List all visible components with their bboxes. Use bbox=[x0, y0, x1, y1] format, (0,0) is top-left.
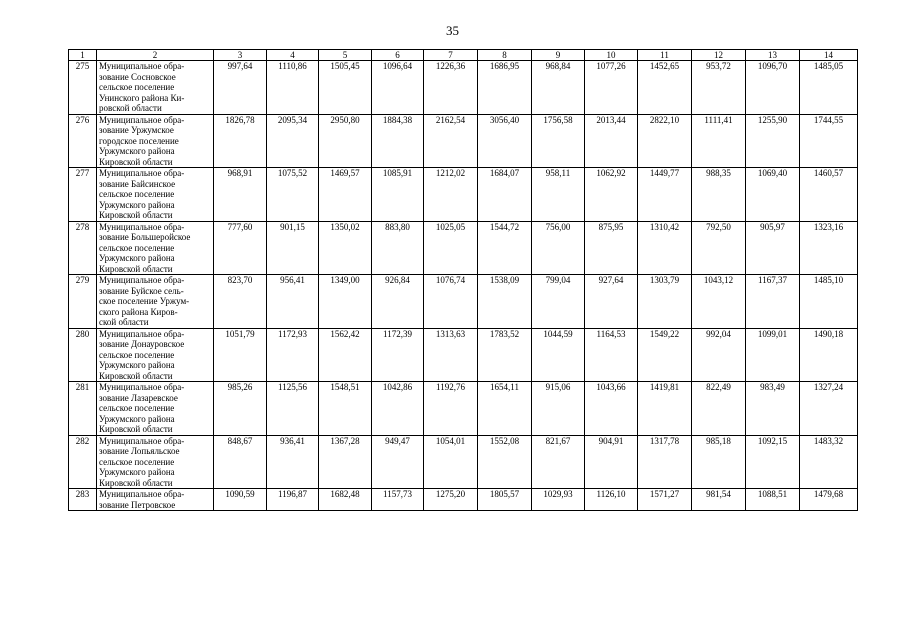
name-line: сельское поселение bbox=[99, 403, 175, 413]
value-cell: 1544,72 bbox=[478, 221, 532, 275]
value-cell: 1548,51 bbox=[319, 382, 372, 436]
value-cell: 1196,87 bbox=[267, 489, 319, 511]
column-header: 2 bbox=[97, 50, 214, 61]
data-table bbox=[68, 49, 858, 511]
value-cell: 1157,73 bbox=[372, 489, 424, 511]
value-cell: 904,91 bbox=[585, 435, 638, 489]
value-cell: 1469,57 bbox=[319, 168, 372, 222]
value-cell: 1092,15 bbox=[746, 435, 800, 489]
value-cell: 956,41 bbox=[267, 275, 319, 329]
value-cell: 2822,10 bbox=[638, 114, 692, 168]
value-cell: 1125,56 bbox=[267, 382, 319, 436]
value-cell: 1483,32 bbox=[800, 435, 858, 489]
value-cell: 823,70 bbox=[214, 275, 267, 329]
name-line: Уржумского района bbox=[99, 146, 175, 156]
value-cell: 1051,79 bbox=[214, 328, 267, 382]
value-cell: 926,84 bbox=[372, 275, 424, 329]
value-cell: 1552,08 bbox=[478, 435, 532, 489]
name-line: зование Лазаревское bbox=[99, 392, 178, 403]
value-cell: 1686,95 bbox=[478, 61, 532, 115]
value-cell: 1783,52 bbox=[478, 328, 532, 382]
value-cell: 1303,79 bbox=[638, 275, 692, 329]
value-cell: 1826,78 bbox=[214, 114, 267, 168]
value-cell: 1167,37 bbox=[746, 275, 800, 329]
table-row bbox=[69, 328, 858, 382]
value-cell: 1172,93 bbox=[267, 328, 319, 382]
table-row bbox=[69, 61, 858, 115]
value-cell: 1367,28 bbox=[319, 435, 372, 489]
value-cell: 1126,10 bbox=[585, 489, 638, 511]
name-line: сельское поселение bbox=[99, 349, 175, 360]
value-cell: 1317,78 bbox=[638, 435, 692, 489]
name-line: Кировской области bbox=[99, 210, 173, 220]
value-cell: 1744,55 bbox=[800, 114, 858, 168]
value-cell: 985,26 bbox=[214, 382, 267, 436]
municipality-name bbox=[97, 382, 214, 436]
value-cell: 1323,16 bbox=[800, 221, 858, 275]
name-line: Кировской области bbox=[99, 370, 173, 381]
value-cell: 1069,40 bbox=[746, 168, 800, 222]
value-cell: 1054,01 bbox=[424, 435, 478, 489]
municipality-name bbox=[97, 61, 214, 115]
value-cell: 1044,59 bbox=[532, 328, 585, 382]
column-header: 14 bbox=[800, 50, 858, 61]
value-cell: 1062,92 bbox=[585, 168, 638, 222]
value-cell: 3056,40 bbox=[478, 114, 532, 168]
column-header: 4 bbox=[267, 50, 319, 61]
row-number: 276 bbox=[69, 114, 97, 168]
value-cell: 756,00 bbox=[532, 221, 585, 275]
name-line: зование Петровское bbox=[99, 499, 176, 510]
table-row bbox=[69, 221, 858, 275]
value-cell: 1255,90 bbox=[746, 114, 800, 168]
column-header: 8 bbox=[478, 50, 532, 61]
name-line: ской области bbox=[99, 317, 149, 327]
row-number: 280 bbox=[69, 328, 97, 382]
name-line: Кировской области bbox=[99, 424, 173, 434]
value-cell: 848,67 bbox=[214, 435, 267, 489]
value-cell: 1075,52 bbox=[267, 168, 319, 222]
name-line: Муниципальное обра- bbox=[99, 168, 185, 178]
value-cell: 1452,65 bbox=[638, 61, 692, 115]
row-number: 275 bbox=[69, 61, 97, 115]
name-line: Муниципальное обра- bbox=[99, 221, 185, 232]
value-cell: 988,35 bbox=[692, 168, 746, 222]
value-cell: 883,80 bbox=[372, 221, 424, 275]
name-line: Унинского района Ки- bbox=[99, 92, 185, 103]
name-line: ское поселение Уржум- bbox=[99, 296, 190, 306]
value-cell: 1479,68 bbox=[800, 489, 858, 511]
value-cell: 1043,66 bbox=[585, 382, 638, 436]
value-cell: 983,49 bbox=[746, 382, 800, 436]
value-cell: 1562,42 bbox=[319, 328, 372, 382]
row-number: 282 bbox=[69, 435, 97, 489]
value-cell: 992,04 bbox=[692, 328, 746, 382]
value-cell: 1275,20 bbox=[424, 489, 478, 511]
name-line: зование Донауровское bbox=[99, 339, 185, 349]
value-cell: 1172,39 bbox=[372, 328, 424, 382]
value-cell: 1449,77 bbox=[638, 168, 692, 222]
value-cell: 1111,41 bbox=[692, 114, 746, 168]
municipality-name bbox=[97, 114, 214, 168]
value-cell: 1310,42 bbox=[638, 221, 692, 275]
name-line: ровской области bbox=[99, 103, 162, 113]
value-cell: 1110,86 bbox=[267, 61, 319, 115]
municipality-name bbox=[97, 328, 214, 382]
name-line: Кировской области bbox=[99, 477, 173, 488]
value-cell: 1192,76 bbox=[424, 382, 478, 436]
name-line: зование Буйское сель- bbox=[99, 285, 184, 296]
column-header: 5 bbox=[319, 50, 372, 61]
value-cell: 1025,05 bbox=[424, 221, 478, 275]
value-cell: 1682,48 bbox=[319, 489, 372, 511]
value-cell: 1419,81 bbox=[638, 382, 692, 436]
name-line: сельское поселение bbox=[99, 189, 175, 199]
value-cell: 792,50 bbox=[692, 221, 746, 275]
value-cell: 1043,12 bbox=[692, 275, 746, 329]
municipality-name bbox=[97, 168, 214, 222]
value-cell: 1485,10 bbox=[800, 275, 858, 329]
value-cell: 968,84 bbox=[532, 61, 585, 115]
table-row bbox=[69, 489, 858, 511]
name-line: Муниципальное обра- bbox=[99, 275, 185, 285]
value-cell: 1212,02 bbox=[424, 168, 478, 222]
header-row bbox=[69, 50, 858, 61]
value-cell: 2095,34 bbox=[267, 114, 319, 168]
table-row bbox=[69, 168, 858, 222]
municipality-name bbox=[97, 435, 214, 489]
value-cell: 822,49 bbox=[692, 382, 746, 436]
page-number: 35 bbox=[446, 23, 459, 38]
name-line: Уржумского района bbox=[99, 413, 175, 424]
value-cell: 1077,26 bbox=[585, 61, 638, 115]
value-cell: 901,15 bbox=[267, 221, 319, 275]
name-line: Уржумского района bbox=[99, 199, 175, 210]
value-cell: 997,64 bbox=[214, 61, 267, 115]
value-cell: 1756,58 bbox=[532, 114, 585, 168]
value-cell: 777,60 bbox=[214, 221, 267, 275]
column-header: 7 bbox=[424, 50, 478, 61]
value-cell: 821,67 bbox=[532, 435, 585, 489]
value-cell: 2162,54 bbox=[424, 114, 478, 168]
column-header: 13 bbox=[746, 50, 800, 61]
table-row bbox=[69, 435, 858, 489]
value-cell: 1099,01 bbox=[746, 328, 800, 382]
value-cell: 958,11 bbox=[532, 168, 585, 222]
row-number: 283 bbox=[69, 489, 97, 511]
name-line: Муниципальное обра- bbox=[99, 382, 185, 392]
row-number: 277 bbox=[69, 168, 97, 222]
name-line: ского района Киров- bbox=[99, 306, 178, 317]
name-line: Уржумского района bbox=[99, 467, 175, 477]
municipality-name bbox=[97, 275, 214, 329]
column-header: 6 bbox=[372, 50, 424, 61]
name-line: сельское поселение bbox=[99, 82, 175, 92]
row-number: 278 bbox=[69, 221, 97, 275]
name-line: зование Байсинское bbox=[99, 178, 176, 189]
column-header: 12 bbox=[692, 50, 746, 61]
name-line: Муниципальное обра- bbox=[99, 61, 185, 71]
value-cell: 1490,18 bbox=[800, 328, 858, 382]
value-cell: 1684,07 bbox=[478, 168, 532, 222]
value-cell: 953,72 bbox=[692, 61, 746, 115]
name-line: сельское поселение bbox=[99, 456, 175, 467]
column-header: 11 bbox=[638, 50, 692, 61]
value-cell: 1884,38 bbox=[372, 114, 424, 168]
name-line: зование Большеройское bbox=[99, 232, 191, 242]
name-line: Уржумского района bbox=[99, 360, 175, 370]
table-row bbox=[69, 382, 858, 436]
name-line: Муниципальное обра- bbox=[99, 435, 185, 446]
name-line: зование Лопьяльское bbox=[99, 446, 180, 456]
column-header: 9 bbox=[532, 50, 585, 61]
value-cell: 1096,64 bbox=[372, 61, 424, 115]
value-cell: 1571,27 bbox=[638, 489, 692, 511]
value-cell: 1085,91 bbox=[372, 168, 424, 222]
value-cell: 949,47 bbox=[372, 435, 424, 489]
value-cell: 875,95 bbox=[585, 221, 638, 275]
table-row bbox=[69, 275, 858, 329]
municipality-name bbox=[97, 221, 214, 275]
row-number: 281 bbox=[69, 382, 97, 436]
value-cell: 1029,93 bbox=[532, 489, 585, 511]
value-cell: 1349,00 bbox=[319, 275, 372, 329]
value-cell: 915,06 bbox=[532, 382, 585, 436]
table-row bbox=[69, 114, 858, 168]
value-cell: 1805,57 bbox=[478, 489, 532, 511]
value-cell: 1538,09 bbox=[478, 275, 532, 329]
value-cell: 799,04 bbox=[532, 275, 585, 329]
value-cell: 1327,24 bbox=[800, 382, 858, 436]
column-header: 10 bbox=[585, 50, 638, 61]
name-line: Муниципальное обра- bbox=[99, 114, 185, 125]
value-cell: 1042,86 bbox=[372, 382, 424, 436]
value-cell: 1549,22 bbox=[638, 328, 692, 382]
municipality-name bbox=[97, 489, 214, 511]
value-cell: 1226,36 bbox=[424, 61, 478, 115]
value-cell: 981,54 bbox=[692, 489, 746, 511]
value-cell: 1485,05 bbox=[800, 61, 858, 115]
value-cell: 1164,53 bbox=[585, 328, 638, 382]
name-line: Муниципальное обра- bbox=[99, 489, 185, 499]
value-cell: 1350,02 bbox=[319, 221, 372, 275]
value-cell: 1313,63 bbox=[424, 328, 478, 382]
value-cell: 1076,74 bbox=[424, 275, 478, 329]
row-number: 279 bbox=[69, 275, 97, 329]
name-line: Муниципальное обра- bbox=[99, 328, 185, 339]
value-cell: 1090,59 bbox=[214, 489, 267, 511]
value-cell: 905,97 bbox=[746, 221, 800, 275]
value-cell: 985,18 bbox=[692, 435, 746, 489]
name-line: Кировской области bbox=[99, 263, 173, 274]
name-line: городское поселение bbox=[99, 135, 179, 146]
name-line: Уржумского района bbox=[99, 253, 175, 263]
value-cell: 2013,44 bbox=[585, 114, 638, 168]
value-cell: 2950,80 bbox=[319, 114, 372, 168]
value-cell: 1096,70 bbox=[746, 61, 800, 115]
value-cell: 927,64 bbox=[585, 275, 638, 329]
name-line: Кировской области bbox=[99, 156, 173, 167]
value-cell: 1088,51 bbox=[746, 489, 800, 511]
value-cell: 968,91 bbox=[214, 168, 267, 222]
value-cell: 1460,57 bbox=[800, 168, 858, 222]
name-line: зование Уржумское bbox=[99, 125, 174, 135]
column-header: 3 bbox=[214, 50, 267, 61]
value-cell: 936,41 bbox=[267, 435, 319, 489]
name-line: зование Сосновское bbox=[99, 71, 176, 82]
value-cell: 1505,45 bbox=[319, 61, 372, 115]
column-header: 1 bbox=[69, 50, 97, 61]
name-line: сельское поселение bbox=[99, 242, 175, 253]
value-cell: 1654,11 bbox=[478, 382, 532, 436]
